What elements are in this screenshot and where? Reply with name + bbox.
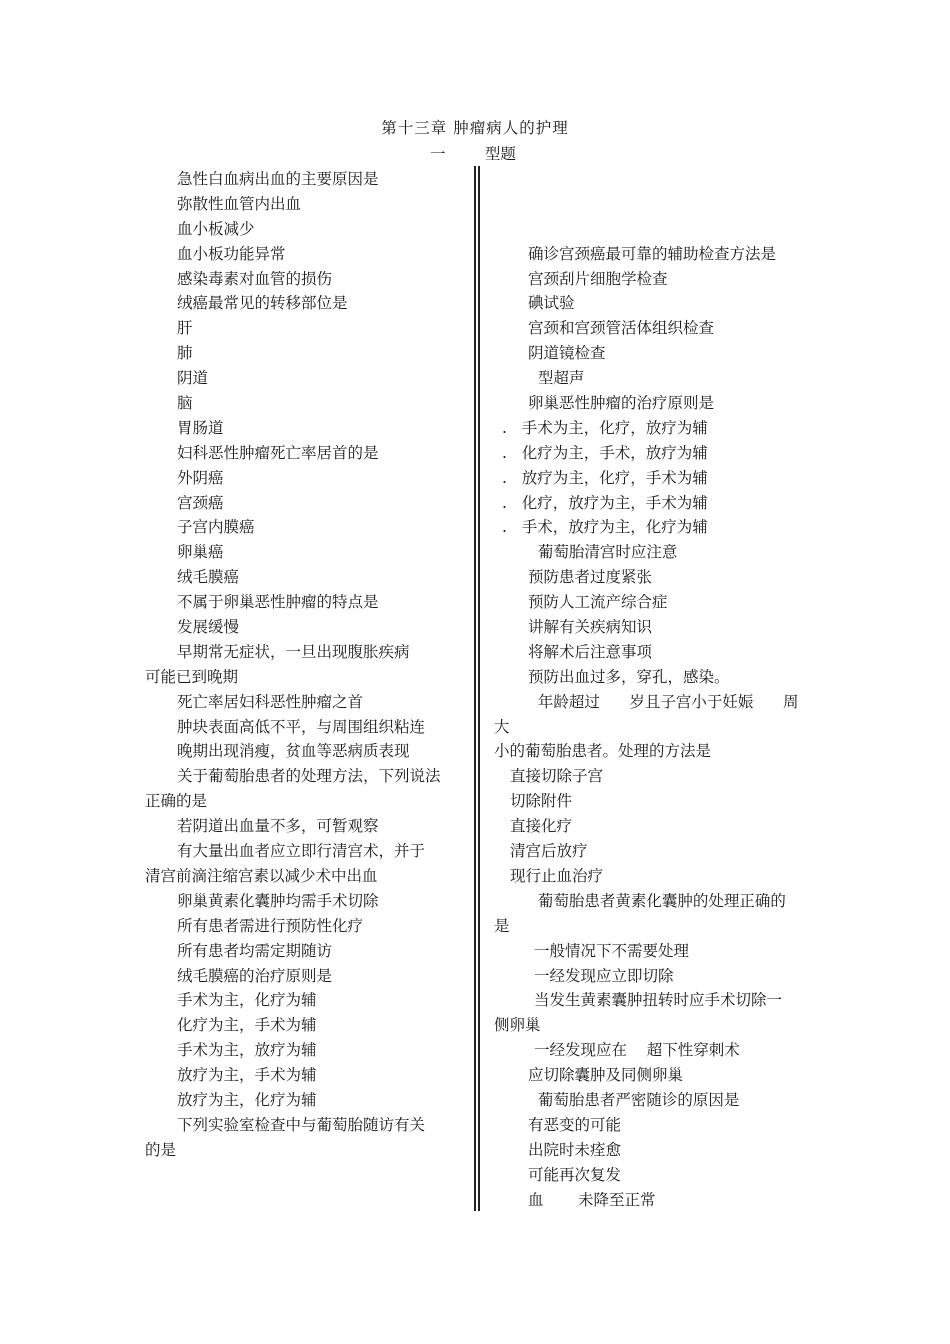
- text-line: 碘试验: [528, 294, 575, 313]
- text-line: 出院时未痊愈: [528, 1140, 622, 1159]
- text-line: 宫颈癌: [177, 493, 224, 512]
- text-line: 子宫内膜癌: [177, 518, 255, 537]
- text-line: 早期常无症状，一旦出现腹胀疾病: [177, 642, 410, 661]
- text-line: 当发生黄素囊肿扭转时应手术切除一: [534, 991, 783, 1010]
- text-line: 一经发现应立即切除: [534, 966, 674, 985]
- text-line: 宫颈刮片细胞学检查: [528, 269, 668, 288]
- text-line: 应切除囊肿及同侧卵巢: [528, 1066, 684, 1085]
- text-line: 血 未降至正常: [528, 1190, 656, 1209]
- text-line: 肝: [177, 319, 193, 338]
- text-line: 卵巢黄素化囊肿均需手术切除: [177, 891, 379, 910]
- text-line: 手术为主，化疗为辅: [177, 991, 317, 1010]
- text-line: 可能已到晚期: [145, 667, 239, 686]
- text-line: 血小板功能异常: [177, 244, 286, 263]
- text-line: 型超声: [528, 369, 585, 388]
- text-line: 外阴癌: [177, 468, 224, 487]
- text-line: 卵巢恶性肿瘤的治疗原则是: [528, 394, 715, 413]
- left-column: [145, 167, 465, 1163]
- text-line: 下列实验室检查中与葡萄胎随访有关: [177, 1115, 426, 1134]
- text-line: 不属于卵巢恶性肿瘤的特点是: [177, 593, 379, 612]
- right-column: [494, 167, 812, 1212]
- text-line: 放疗为主，手术为辅: [177, 1066, 317, 1085]
- text-line: 将解术后注意事项: [528, 642, 653, 661]
- text-line: 清宫前滴注缩宫素以减少术中出血: [145, 866, 378, 885]
- text-line: 所有患者需进行预防性化疗: [177, 916, 364, 935]
- text-line: . 化疗，放疗为主，手术为辅: [502, 493, 708, 512]
- text-line: 关于葡萄胎患者的处理方法，下列说法: [177, 767, 441, 786]
- text-line: 一经发现应在 超下性穿刺术: [534, 1041, 740, 1060]
- text-line: 肺: [177, 344, 193, 363]
- text-line: 血小板减少: [177, 219, 255, 238]
- text-line: 死亡率居妇科恶性肿瘤之首: [177, 692, 364, 711]
- text-line: . 手术为主，化疗，放疗为辅: [502, 418, 708, 437]
- text-line: 葡萄胎患者严密随诊的原因是: [528, 1090, 740, 1109]
- text-line: [494, 167, 812, 192]
- text-line: 小的葡萄胎患者。处理的方法是: [494, 742, 712, 761]
- text-line: 一般情况下不需要处理: [534, 941, 690, 960]
- text-line: . 手术，放疗为主，化疗为辅: [502, 518, 708, 537]
- text-line: 可能再次复发: [528, 1165, 622, 1184]
- text-line: 感染毒素对血管的损伤: [177, 269, 333, 288]
- text-line: 肿块表面高低不平，与周围组织粘连: [177, 717, 426, 736]
- text-line: 妇科恶性肿瘤死亡率居首的是: [177, 443, 379, 462]
- text-line: 讲解有关疾病知识: [528, 618, 653, 637]
- text-line: 绒毛膜癌: [177, 568, 240, 587]
- text-line: 大: [494, 717, 510, 736]
- text-line: 发展缓慢: [177, 618, 240, 637]
- text-line: 放疗为主，化疗为辅: [177, 1090, 317, 1109]
- text-line: 晚期出现消瘦，贫血等恶病质表现: [177, 742, 410, 761]
- text-line: 化疗为主，手术为辅: [177, 1016, 317, 1035]
- column-divider-double: [478, 166, 480, 1211]
- text-line: 胃肠道: [177, 418, 224, 437]
- text-line: 脑: [177, 394, 193, 413]
- text-line: 有恶变的可能: [528, 1115, 622, 1134]
- text-line: 绒癌最常见的转移部位是: [177, 294, 348, 313]
- text-line: 绒毛膜癌的治疗原则是: [177, 966, 333, 985]
- text-line: 预防出血过多，穿孔，感染。: [528, 667, 730, 686]
- text-line: 阴道镜检查: [528, 344, 606, 363]
- text-line: 所有患者均需定期随访: [177, 941, 333, 960]
- text-line: [494, 192, 812, 217]
- text-line: 预防患者过度紧张: [528, 568, 653, 587]
- text-line: 弥散性血管内出血: [177, 194, 302, 213]
- text-line: 手术为主，放疗为辅: [177, 1041, 317, 1060]
- text-line: 若阴道出血量不多，可暂观察: [177, 817, 379, 836]
- text-line: 有大量出血者应立即行清宫术，并于: [177, 842, 426, 861]
- column-divider: [474, 166, 476, 1211]
- text-line: 现行止血治疗: [510, 866, 604, 885]
- text-line: 阴道: [177, 369, 209, 388]
- text-line: 卵巢癌: [177, 543, 224, 562]
- text-line: 是: [494, 916, 510, 935]
- text-line: 正确的是: [145, 792, 208, 811]
- text-line: 急性白血病出血的主要原因是: [177, 170, 379, 188]
- text-line: . 放疗为主，化疗，手术为辅: [502, 468, 708, 487]
- text-line: 年龄超过 岁且子宫小于妊娠 周: [528, 692, 799, 711]
- page-title: 第十三章 肿瘤病人的护理: [381, 119, 569, 137]
- text-line: 预防人工流产综合症: [528, 593, 668, 612]
- text-line: 切除附件: [510, 792, 573, 811]
- text-line: 确诊宫颈癌最可靠的辅助检查方法是: [528, 244, 777, 263]
- text-line: 葡萄胎清宫时应注意: [528, 543, 678, 562]
- text-line: 侧卵巢: [494, 1016, 541, 1035]
- text-line: 直接切除子宫: [510, 767, 604, 786]
- text-line: . 化疗为主，手术，放疗为辅: [502, 443, 708, 462]
- text-line: [494, 217, 812, 242]
- section-subtitle: 一 型题: [430, 145, 516, 163]
- text-line: 直接化疗: [510, 817, 573, 836]
- text-line: 宫颈和宫颈管活体组织检查: [528, 319, 715, 338]
- text-line: 清宫后放疗: [510, 842, 588, 861]
- text-line: 葡萄胎患者黄素化囊肿的处理正确的: [528, 891, 786, 910]
- text-line: 的是: [145, 1140, 177, 1159]
